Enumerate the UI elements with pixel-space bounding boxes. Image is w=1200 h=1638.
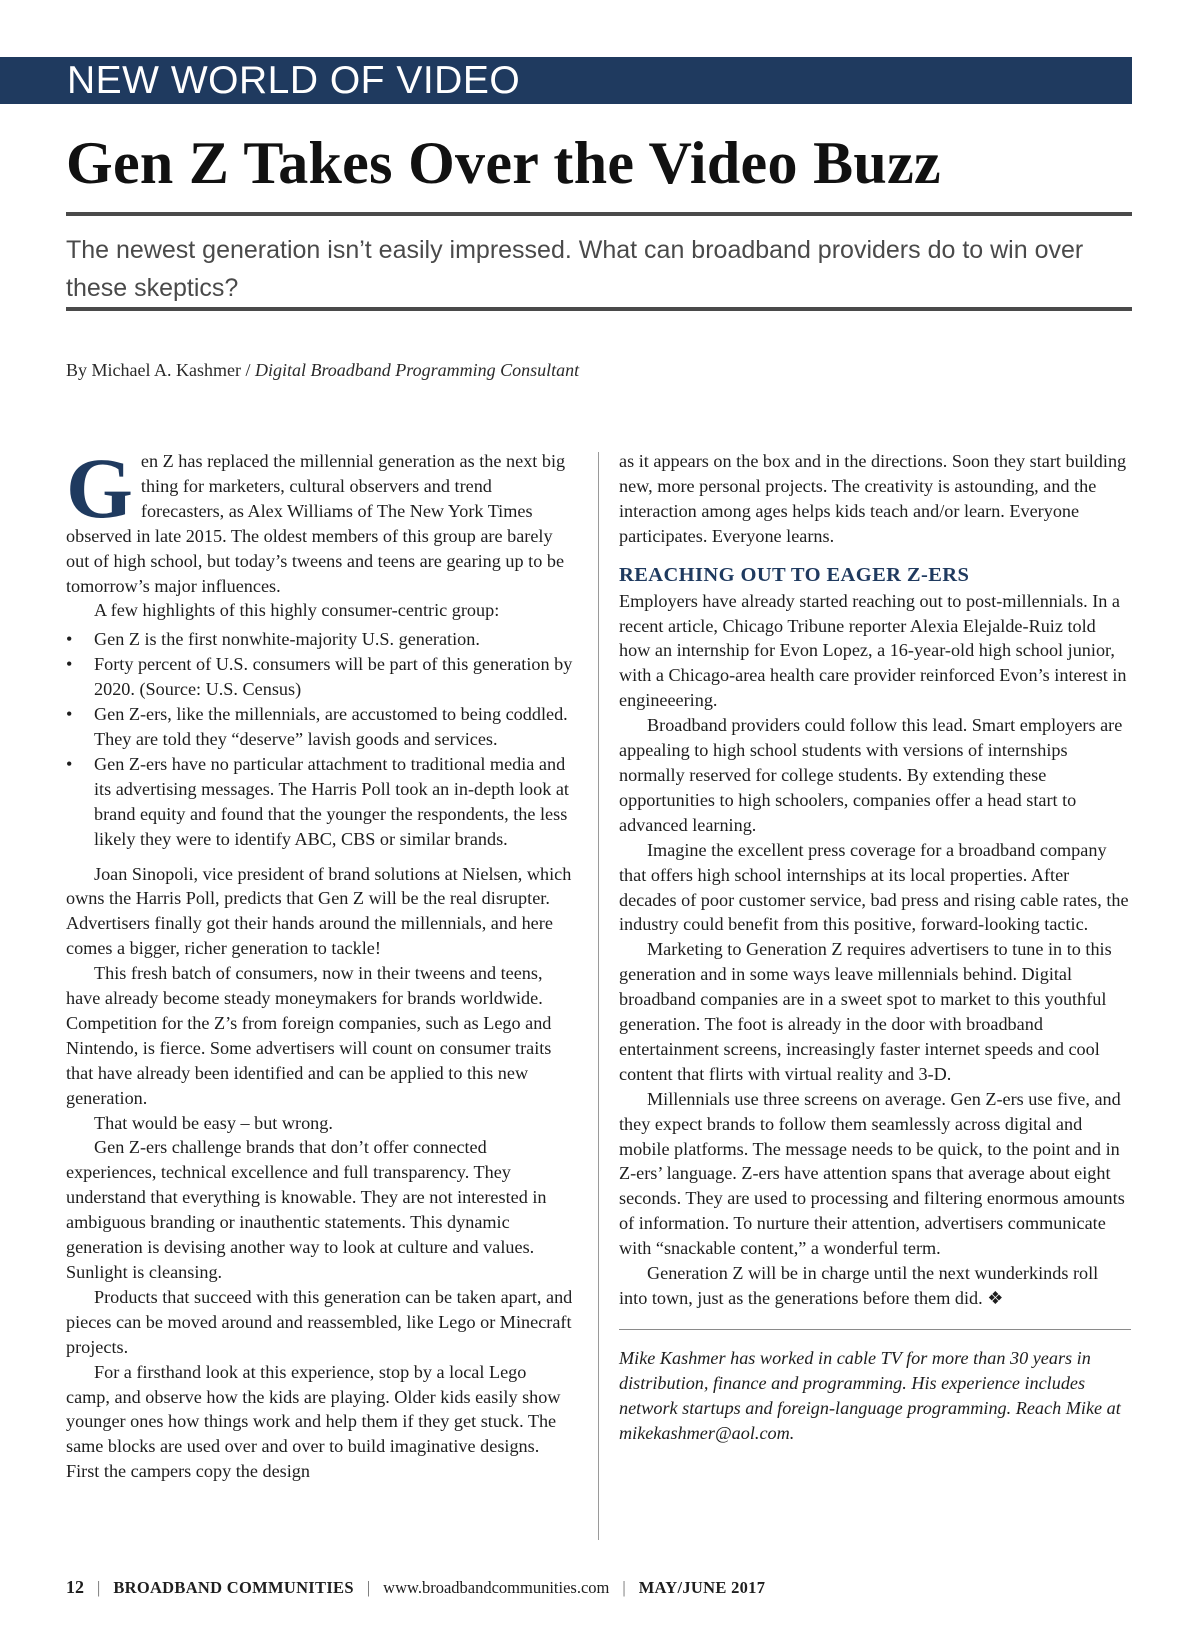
end-mark-icon: ❖ [987,1288,1004,1308]
byline-title: Digital Broadband Programming Consultant [254,360,580,380]
article-column-left [66,440,574,1484]
continued-paragraph: as it appears on the box and in the directions. Soon they start building new, more personal projects. The creativity is astounding, and the interaction among ages helps kids teach and/or learn. Everyone participates. Everyone learns. [619,451,1127,546]
byline [66,358,579,382]
headline-rule-top [66,212,1132,216]
highlights-intro: A few highlights of this highly consumer-centric group: [94,600,500,621]
section-banner: NEW WORLD OF VIDEO [0,57,1132,104]
body-paragraph: Marketing to Generation Z requires advertisers to tune in to this generation and in some ways leave millennials behind. Digital broadband companies are in a sweet spot to market to this youthful generation. The foot is already in the door with broadband entertainment screens, increasingly faster internet speeds and cool content that flirts with virtual reality and 3-D. [619,939,1112,1084]
drop-cap: G [66,440,133,536]
body-paragraph: Broadband providers could follow this lead. Smart employers are appealing to high school students with versions of internships normally reserved for college students. By extending these opportunities to high schoolers, companies offer a head start to advanced learning. [619,715,1123,835]
body-paragraph: Joan Sinopoli, vice president of brand solutions at Nielsen, which owns the Harris Poll, predicts that Gen Z will be the real disrupter. Advertisers finally got their hands around the millennials, and here comes a bigger, richer generation to tackle! [66,863,572,959]
intro-paragraph [66,440,574,598]
body-paragraph: For a firsthand look at this experience, stop by a local Lego camp, and observe how the kids are playing. Older kids easily show younger ones how things work and help them if they get stuck. The same blocks are used over and over to build imaginative designs. First the campers copy the design [66,1361,561,1482]
publication-website: www.broadbandcommunities.com [383,1578,610,1597]
body-paragraph: Products that succeed with this generation can be taken apart, and pieces can be moved around and reassembled, like Lego or Minecraft projects. [66,1286,573,1357]
footer-separator: | [97,1578,101,1597]
bio-rule [619,1329,1131,1330]
page-footer [66,1576,765,1599]
author-bio: Mike Kashmer has worked in cable TV for more than 30 years in distribution, finance and programming. His experience includes network startups and foreign-language programming. Reach Mike at mikekashmer@aol.com. [619,1347,1121,1443]
body-paragraph: That would be easy – but wrong. [94,1112,333,1133]
body-paragraph: Gen Z-ers challenge brands that don’t offer connected experiences, technical excellence and full transparency. They understand that everything is knowable. They are not interested in ambiguous branding or inauthentic statements. This dynamic generation is devising another way to look at culture and values. Sunlight is cleansing. [66,1137,547,1282]
intro-text: en Z has replaced the millennial generation as the next big thing for marketers, cultural observers and trend forecasters, as Alex Williams of The New York Times observed in late 2015. The oldest members of this group are barely out of high school, but today’s tweens and teens are gearing up to be tomorrow’s major influences. [66,451,566,596]
article-column-right [619,449,1131,1446]
list-item: • Gen Z-ers, like the millennials, are accustomed to being coddled. They are told they “deserve” lavish goods and services. [66,702,574,752]
issue-date: MAY/JUNE 2017 [638,1578,766,1597]
headline-rule-bottom [66,307,1132,311]
article-headline: Gen Z Takes Over the Video Buzz [66,130,941,196]
footer-separator: | [366,1578,371,1597]
column-divider [598,452,599,1540]
body-paragraph: Millennials use three screens on average. Gen Z-ers use five, and they expect brands to follow them seamlessly across digital and mobile platforms. The message needs to be quick, to the point and in Z-ers’ language. Z-ers have attention spans that average about eight seconds. They are used to processing and filtering enormous amounts of information. To nurture their attention, advertisers communicate with “snackable content,” a wonderful term. [619,1088,1125,1259]
highlights-list [66,627,574,851]
list-item: • Forty percent of U.S. consumers will be part of this generation by 2020. (Source: U.S. Census) [66,652,574,702]
footer-separator: | [622,1578,626,1597]
list-item: • Gen Z is the first nonwhite-majority U.S. generation. [66,627,574,652]
body-paragraph: This fresh batch of consumers, now in their tweens and teens, have already become steady moneymakers for brands worldwide. Competition for the Z’s from foreign companies, such as Lego and Nintendo, is fierce. Some advertisers will count on consumer traits that have already been identified and can be applied to this new generation. [66,963,552,1108]
byline-author: By Michael A. Kashmer / [66,360,255,380]
body-paragraph: Employers have already started reaching out to post-millennials. In a recent article, Chicago Tribune reporter Alexia Elejalde-Ruiz told how an internship for Evon Lopez, a 16-year-old high school junior, with a Chicago-area health care provider reinforced Evon’s interest in engineeering. [619,590,1127,711]
closing-paragraph [619,1261,1131,1311]
closing-text: Generation Z will be in charge until the next wunderkinds roll into town, just as the generations before them did. [619,1263,1099,1308]
publication-name: BROADBAND COMMUNITIES [113,1578,354,1597]
section-subhead: REACHING OUT TO EAGER Z-ERS [619,563,970,586]
article-deck: The newest generation isn’t easily impressed. What can broadband providers do to win over these skeptics? [66,236,1084,302]
page-number: 12 [66,1577,84,1597]
body-paragraph: Imagine the excellent press coverage for a broadband company that offers high school internships at its local properties. After decades of poor customer service, bad press and rising cable rates, the industry could benefit from this positive, forward-looking tactic. [619,839,1129,935]
list-item: • Gen Z-ers have no particular attachment to traditional media and its advertising messages. The Harris Poll took an in-depth look at brand equity and found that the younger the respondents, the less likely they were to identify ABC, CBS or similar brands. [66,752,574,852]
